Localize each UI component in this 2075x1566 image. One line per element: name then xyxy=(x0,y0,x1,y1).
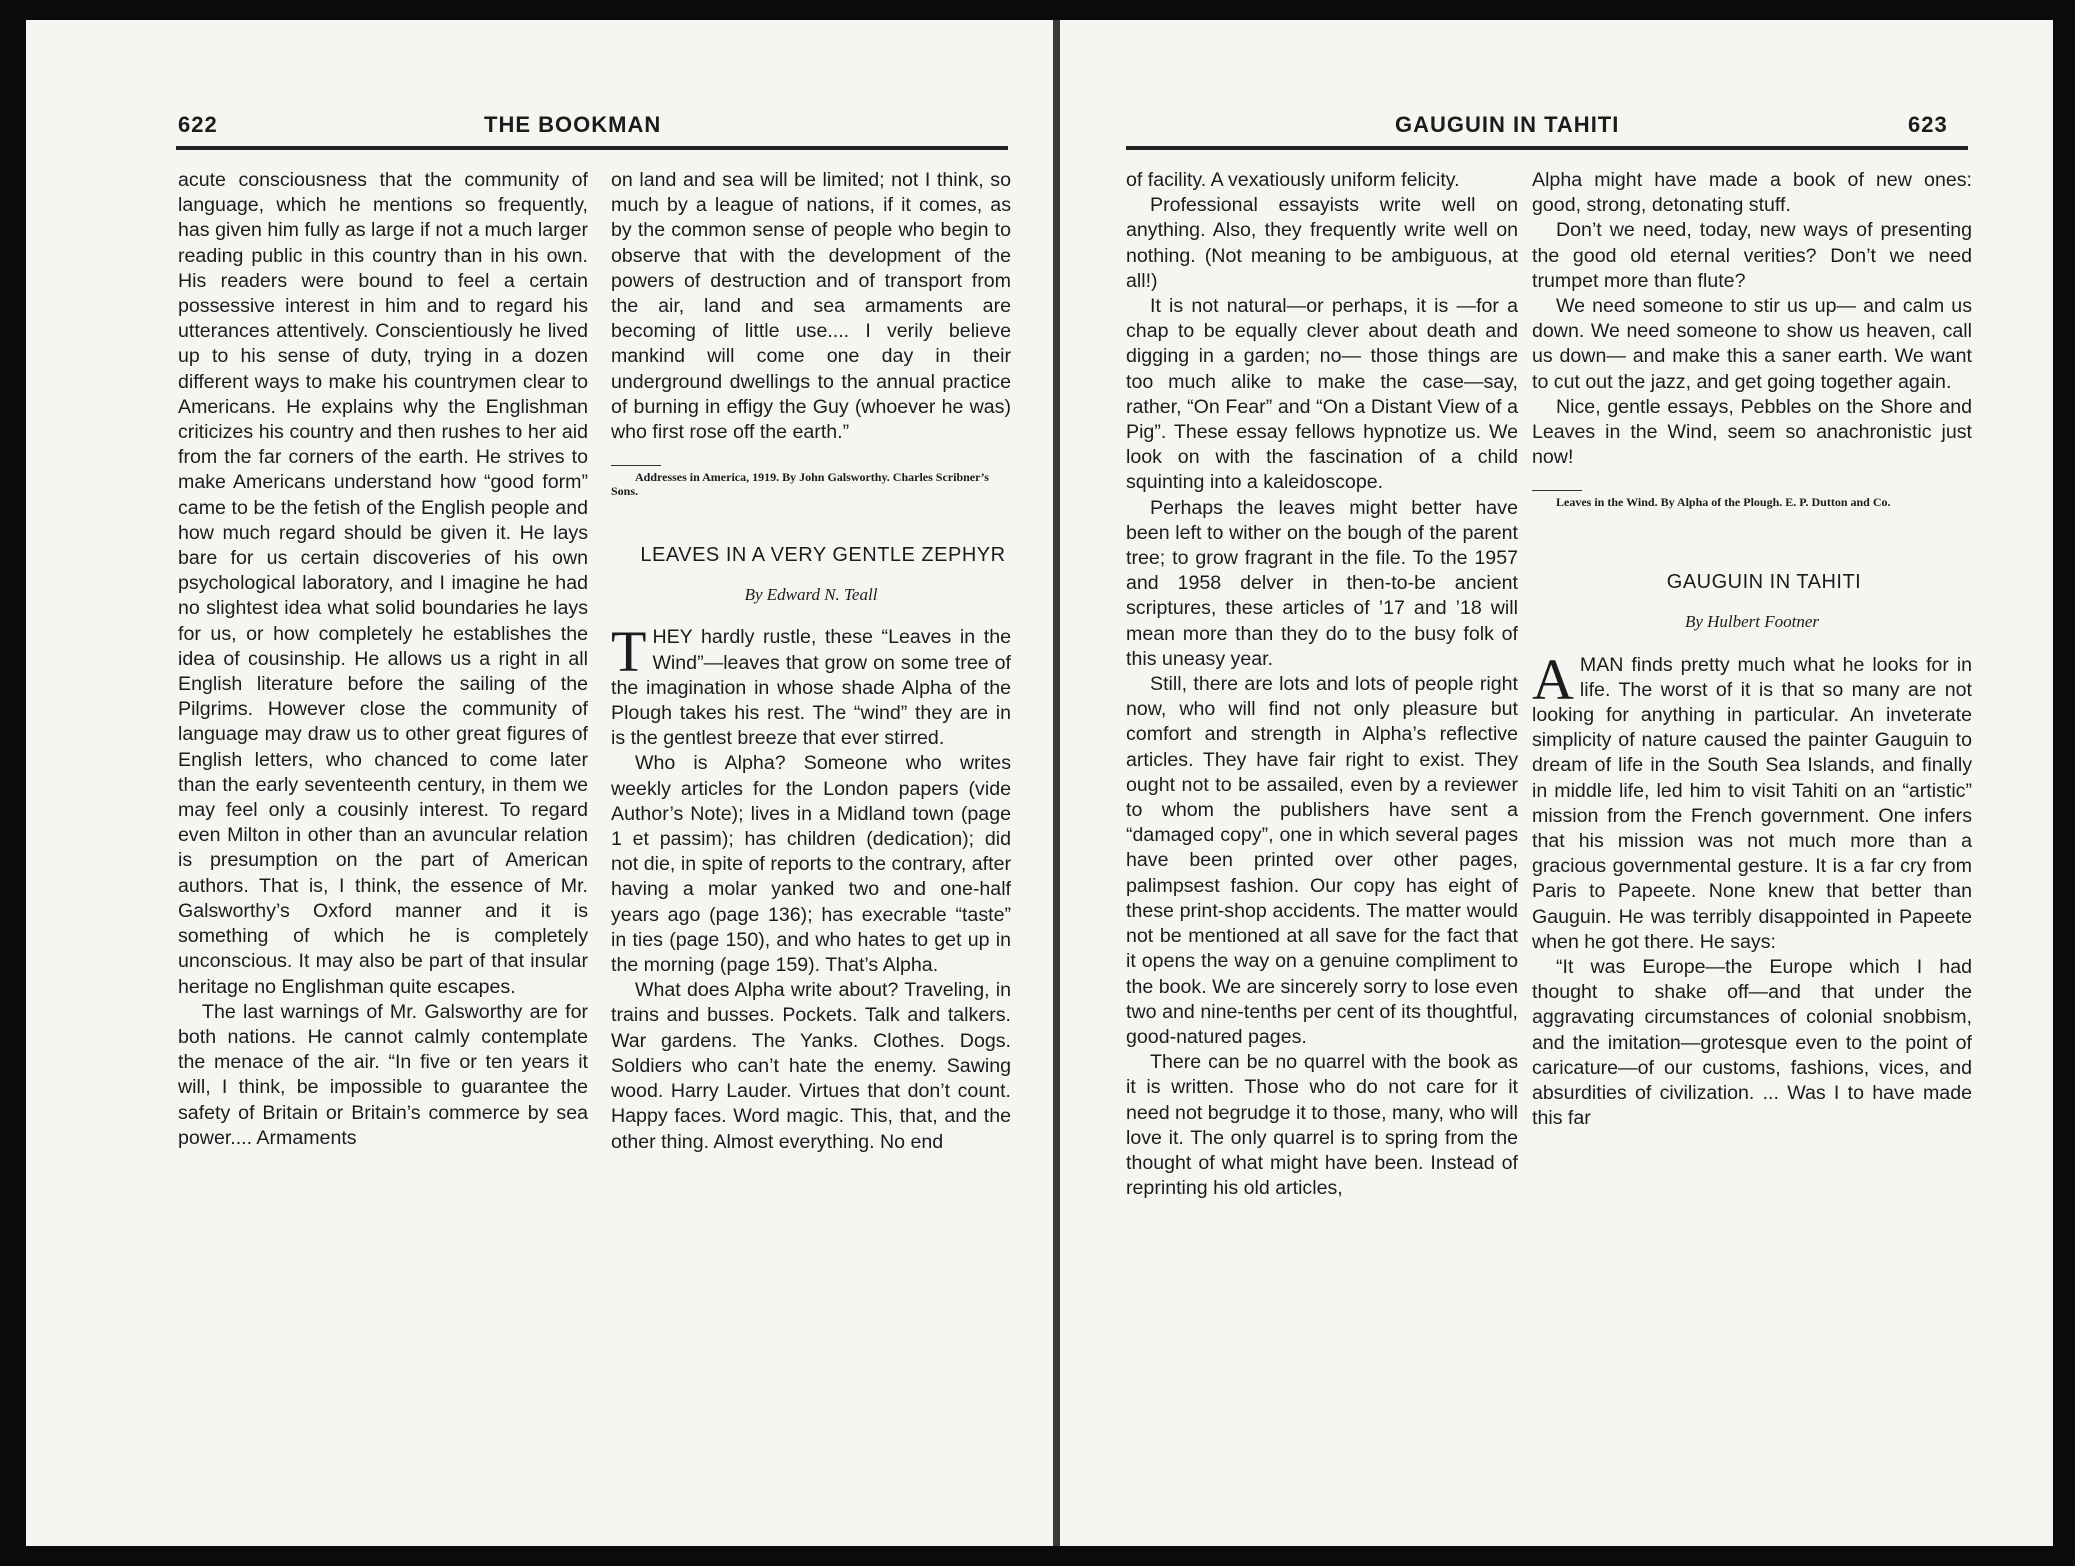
quote-continuation: on land and sea will be limited; not I think, so much by a league of nations, if it comes, as by the common sense of people who begin to observe that with the development of the powers of destruction and of transport from the air, land and sea armaments are becoming of little use.... I verily believe mankind will come one day in their underground dwellings to the annual practice of burning in effigy the Guy (whoever he was) who first rose off the earth.” xyxy=(611,169,1011,444)
book-gutter xyxy=(1053,20,1060,1546)
left-column-1 xyxy=(178,168,588,1151)
article-lead: MAN finds pretty much what he looks for in life. The worst of it is that so many are not looking for anything in particular. An inveterate simplicity of nature caused the painter Gauguin to dream of life in the South Sea Islands, and finally in middle life, led him to visit Tahiti on an “artistic” mission from the French government. One infers that his mission was not much more than a gracious governmental gesture. It is a far cry from Paris to Papeete. None knew that better than Gauguin. He was terribly disappointed in Papeete when he got there. He says: xyxy=(1532,653,1972,953)
page-number-right: 623 xyxy=(1908,112,1948,137)
article-title: GAUGUIN IN TAHITI xyxy=(1666,571,1862,594)
footnote-rule xyxy=(611,465,661,466)
paragraph: What does Alpha write about? Traveling, in trains and busses. Pockets. Talk and talkers. War gardens. The Yanks. Clothes. Dogs. Soldiers who can’t hate the enemy. Sawing wood. Harry Lauder. Virtues that don’t count. Happy faces. Word magic. This, that, and the other thing. Almost everything. No end xyxy=(611,979,1011,1153)
book-citation: Leaves in the Wind. By Alpha of the Plough. E. P. Dutton and Co. xyxy=(1556,495,1891,510)
right-column-2 xyxy=(1532,168,1972,1132)
right-page xyxy=(1060,20,2053,1546)
paragraph: Don’t we need, today, new ways of presenting the good old eternal verities? Don’t we need trumpet more than flute? xyxy=(1532,219,1972,292)
article-title: LEAVES IN A VERY GENTLE ZEPHYR xyxy=(640,544,1006,567)
paragraph: Professional essayists write well on anything. Also, they frequently write well on nothing. (Not meaning to be ambiguous, at all!) xyxy=(1126,194,1518,292)
drop-cap: A xyxy=(1532,646,1574,712)
paragraph: acute consciousness that the community of language, which he mentions so frequently, has given him fully as large if not a much larger reading public in this country than in his own. His readers were bound to feel a certain possessive interest in him and to regard his utterances attentively. Conscientiously he lived up to his sense of duty, trying in a dozen different ways to make his countrymen clear to Americans. He explains why the Englishman criticizes his country and then rushes to her aid from the far corners of the earth. He strives to make Americans understand how “good form” came to be the fetish of the English people and how much regard should be given it. He lays bare for us certain discoveries of his own psychological laboratory, and I imagine he had no slightest idea what solid boundaries he lays for us, or how completely he establishes the idea of cousinship. He allows us a right in all English literature before the sailing of the Pilgrims. However close the community of language may draw us to other great figures of English letters, who chanced to come later than the early seventeenth century, in them we may feel only a cousinly interest. To regard even Milton in other than an avuncular relation is presumption on the part of American authors. That is, I think, the essence of Mr. Galsworthy’s Oxford manner and it is something of which he is completely unconscious. It may also be part of that insular heritage no Englishman quite escapes. xyxy=(178,169,588,998)
article-byline: By Edward N. Teall xyxy=(744,585,878,605)
header-rule-left xyxy=(176,146,1008,150)
article-lead: HEY hardly rustle, these “Leaves in the Wind”—leaves that grow on some tree of the imagination in whose shade Alpha of the Plough takes his rest. The “wind” they are in is the gentlest breeze that ever stirred. xyxy=(611,626,1011,750)
running-head-right: GAUGUIN IN TAHITI xyxy=(1395,112,1620,137)
drop-cap: T xyxy=(611,619,647,685)
right-column-1 xyxy=(1126,168,1518,1201)
footnote-rule xyxy=(1532,490,1582,491)
running-head-left: THE BOOKMAN xyxy=(484,112,662,137)
left-column-2 xyxy=(611,168,1011,1155)
paragraph: It is not natural—or perhaps, it is —for a chap to be equally clever about death and digging in a garden; no— those things are too much alike to make the case—say, rather, “On Fear” and “On a Distant View of a Pig”. These essay fellows hypnotize us. We look on with the fascination of a child squinting into a kaleidoscope. xyxy=(1126,295,1518,494)
paragraph: Who is Alpha? Someone who writes weekly articles for the London papers (vide Author’s Note); lives in a Midland town (page 1 et passim); has children (dedication); did not die, in spite of reports to the contrary, after having a molar yanked two and one-half years ago (page 136); has execrable “taste” in ties (page 150), and who hates to get up in the morning (page 159). That’s Alpha. xyxy=(611,752,1011,977)
left-page xyxy=(26,20,1053,1546)
book-citation: Addresses in America, 1919. By John Galsworthy. Charles Scribner’s Sons. xyxy=(611,470,989,499)
paragraph: The last warnings of Mr. Galsworthy are for both nations. He cannot calmly contemplate the menace of the air. “In five or ten years it will, I think, be impossible to guarantee the safety of Britain or Britain’s commerce by sea power.... Armaments xyxy=(178,1000,588,1149)
paragraph: Perhaps the leaves might better have been left to wither on the bough of the parent tree; to grow fragrant in the file. To the 1957 and 1958 delver in then-to-be ancient scriptures, these articles of ’17 and ’18 will mean more than they do to the busy folk of this uneasy year. xyxy=(1126,496,1518,670)
header-rule-right xyxy=(1126,146,1968,150)
page-number-left: 622 xyxy=(178,112,218,137)
paragraph: There can be no quarrel with the book as it is written. Those who do not care for it need not begrudge it to those, many, who will love it. The only quarrel is to spring from the thought of what might have been. Instead of reprinting his old articles, xyxy=(1126,1051,1518,1200)
paragraph: We need someone to stir us up— and calm us down. We need someone to show us heaven, call us down— and make this a saner earth. We want to cut out the jazz, and get going together again. xyxy=(1532,295,1972,393)
paragraph: “It was Europe—the Europe which I had thought to shake off—and that under the aggravating circumstances of colonial snobbism, and the imitation—grotesque even to the point of caricature—of our customs, fashions, vices, and absurdities of civilization. ... Was I to have made this far xyxy=(1532,956,1972,1130)
paragraph: Still, there are lots and lots of people right now, who will find not only pleasure but comfort and strength in Alpha’s reflective articles. They have fair right to exist. They ought not to be assailed, even by a reviewer to whom the publishers have sent a “damaged copy”, one in which several pages have been printed over other pages, palimpsest fashion. Our copy has eight of these print-shop accidents. The matter would not be mentioned at all save for the fact that it opens the way on a genuine compliment to the book. We are sincerely sorry to lose even two and nine-tenths per cent of its thoughtful, good-natured pages. xyxy=(1126,673,1518,1048)
paragraph: Alpha might have made a book of new ones: good, strong, detonating stuff. xyxy=(1532,169,1972,217)
paragraph: Nice, gentle essays, Pebbles on the Shore and Leaves in the Wind, seem so anachronistic just now! xyxy=(1532,395,1972,469)
article-byline: By Hulbert Footner xyxy=(1684,612,1820,632)
paragraph: of facility. A vexatiously uniform felicity. xyxy=(1126,169,1460,191)
